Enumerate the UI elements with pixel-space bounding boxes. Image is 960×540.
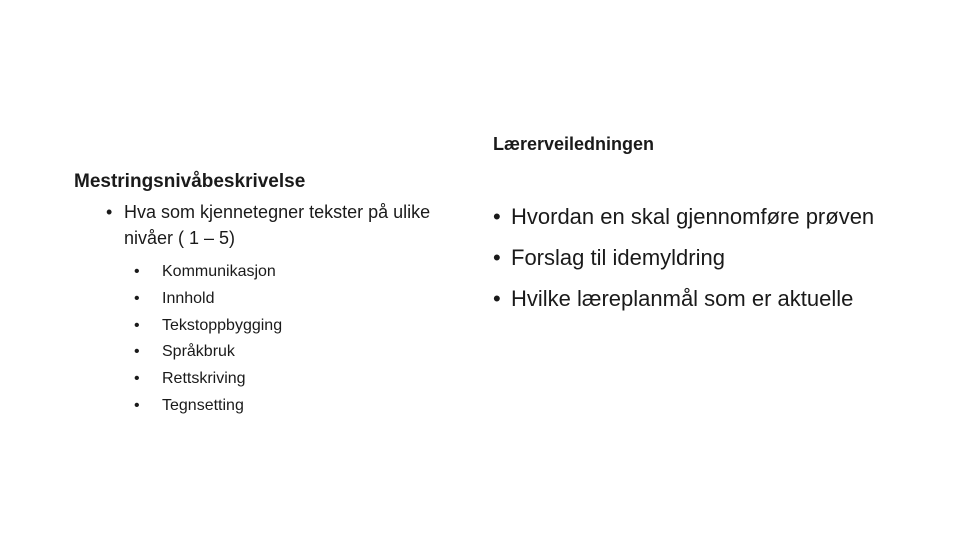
right-column: [493, 130, 913, 325]
list-item-text: Tegnsetting: [162, 396, 244, 414]
list-item: [493, 243, 913, 273]
bullet-icon: •: [134, 370, 140, 388]
left-main-point-text: Hva som kjennetegner tekster på ulike nivåer ( 1 – 5): [124, 202, 431, 248]
list-item-text: Språkbruk: [162, 343, 235, 361]
bullet-icon: •: [493, 286, 501, 311]
list-item-text: Kommunikasjon: [162, 263, 276, 280]
bullet-icon: •: [134, 263, 140, 280]
list-item: [134, 366, 474, 393]
list-item-text: Innhold: [162, 289, 215, 307]
left-main-list: [74, 199, 474, 420]
bullet-icon: •: [134, 316, 140, 334]
list-item: [493, 202, 913, 232]
bullet-icon: •: [106, 202, 113, 222]
bullet-icon: •: [134, 289, 140, 307]
list-item: [493, 284, 913, 314]
bullet-icon: •: [493, 245, 501, 270]
list-item-text: Hvilke læreplanmål som er aktuelle: [511, 286, 854, 311]
list-item-text: Rettskriving: [162, 370, 246, 388]
bullet-icon: •: [134, 396, 140, 414]
left-main-point: [104, 199, 474, 420]
list-item-text: Forslag til idemyldring: [511, 245, 725, 270]
left-heading: Mestringsnivåbeskrivelse: [74, 171, 306, 192]
bullet-icon: •: [493, 204, 501, 229]
list-item: [134, 313, 474, 340]
right-heading: Lærerveiledningen: [493, 134, 655, 154]
list-item: [134, 393, 474, 420]
list-item-text: Tekstoppbygging: [162, 316, 283, 334]
left-sub-list: [124, 259, 474, 420]
right-list: [493, 202, 913, 314]
left-column: [74, 169, 474, 420]
list-item: [134, 259, 474, 286]
list-item: [134, 339, 474, 366]
list-item: [134, 286, 474, 313]
list-item-text: Hvordan en skal gjennomføre prøven: [511, 204, 875, 229]
bullet-icon: •: [134, 343, 140, 361]
